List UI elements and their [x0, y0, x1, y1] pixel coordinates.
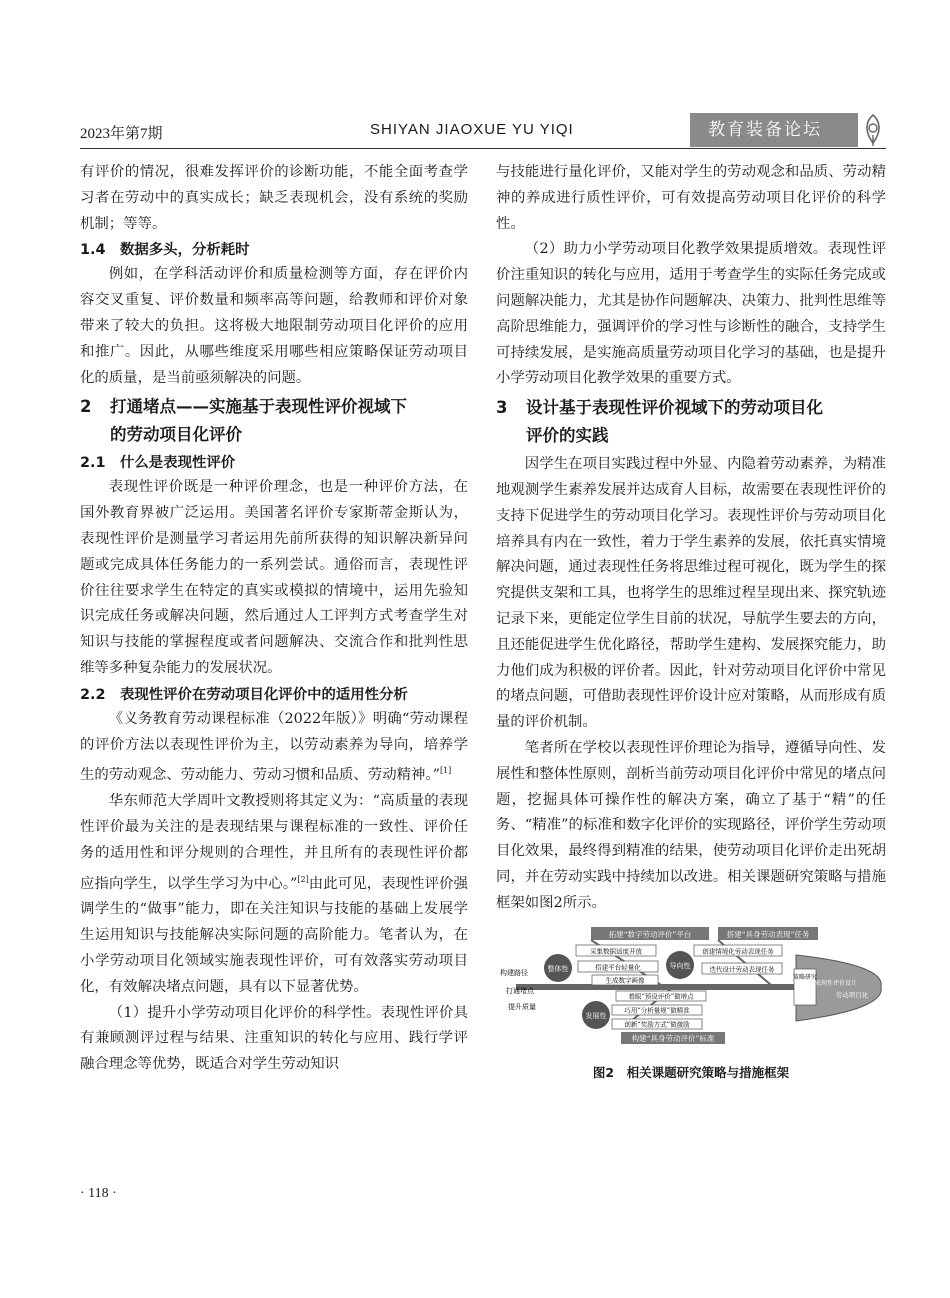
paragraph: 例如，在学科活动评价和质量检测等方面，存在评价内容交叉重复、评价数量和频率高等问题，给教师和评价对象带来了较大的负担。这将极大地限制劳动项目化评价的应用和推广。因此，从哪些维度采用哪些相应策略保证劳动项目化的质量，是当前亟须解决的问题。 [80, 266, 468, 386]
heading-number: 2.1 [80, 455, 106, 472]
heading-text-cont: 评价的实践 [526, 426, 609, 446]
header-rule [80, 148, 886, 149]
item-text: 着眼“预设评价”做增点 [628, 992, 694, 1001]
node-text: 导向性 [669, 961, 691, 970]
tail-label: 打通堵点 [506, 986, 534, 995]
page-number: · 118 · [80, 1186, 117, 1201]
paragraph: 有评价的情况，很难发挥评价的诊断功能，不能全面考查学习者在劳动中的真实成长；缺乏表现机会，没有系统的奖励机制；等等。 [80, 164, 468, 232]
heading-number: 3 [496, 398, 508, 418]
paragraph: 因学生在项目实践过程中外显、内隐着劳动素养，为精准地观测学生素养发展并达成育人目标，故需要在表现性评价的支持下促进学生的劳动项目化学习。表现性评价与劳动项目化培养具有内在一致性，着力于学生素养的发展，依托真实情境解决问题，通过表现性任务将思维过程可视化，既为学生的探究提供支架和工具，也将学生的思维过程呈现出来、探究轨迹记录下来，更能定位学生目前的状况，导航学生要去的方向，且还能促进学生优化路径，帮助学生建构、发展探究能力，助力他们成为积极的评价者。因此，针对劳动项目化评价中常见的堵点问题，可借助表现性评价设计应对策略，从而形成有质量的评价机制。 [496, 456, 886, 731]
paragraph: 表现性评价既是一种评价理念，也是一种评价方法，在国外教育界被广泛运用。美国著名评价专家斯蒂金斯认为，表现性评价是测量学习者运用先前所获得的知识解决新异问题或完成具体任务能力的一系列尝试。通俗而言，表现性评价往往要求学生在特定的真实或模拟的情境中，运用先验知识完成任务或解决问题，然后通过人工评判方式考查学生对知识与技能的掌握程度或者问题解决、交流合作和批判性思维等多种复杂能力的发展状况。 [80, 479, 468, 676]
item-text: 生成数字画像 [605, 976, 645, 985]
fishbone-diagram [496, 925, 886, 1045]
strategy-text: 策略研究 [792, 973, 818, 981]
item-text: 迭代设计劳动表现任务 [709, 965, 775, 974]
paragraph [80, 707, 468, 789]
tail-label: 构建路径 [500, 968, 528, 977]
issue-label: 2023年第7期 [80, 126, 163, 142]
paragraph: （2）助力小学劳动项目化教学效果提质增效。表现性评价注重知识的转化与应用，适用于考查学生的实际任务完成或问题解决能力，尤其是协作问题解决、决策力、批判性思维等高阶思维能力，强调评价的学习性与诊断性的融合，支持学生可持续发展，是实施高质量劳动项目化学习的基础，也是提升小学劳动项目化教学效果的重要方式。 [496, 241, 886, 387]
section-heading-2 [80, 393, 468, 449]
right-column [496, 160, 886, 1086]
left-column [80, 160, 468, 1078]
journal-logo-icon [860, 113, 886, 147]
head-text: 劳动项目化 [835, 990, 869, 999]
heading-number: 2.2 [80, 686, 106, 703]
item-text: 采集数据适度开放 [590, 947, 642, 956]
citation-ref: [2] [297, 874, 309, 884]
heading-text: 设计基于表现性评价视域下的劳动项目化 [526, 398, 823, 418]
banner-top-left-text: 拓建“数字劳动评价”平台 [608, 929, 692, 939]
paragraph-text: 由此可见，表现性评价强调学生的“做事”能力，即在关注知识与技能的基础上发展学生运用知识与技能解决实际问题的高阶能力。笔者认为，在小学劳动项目化领域实施表现性评价，可有效落实劳动项目化，有效解决堵点问题，具有以下显著优势。 [80, 875, 468, 995]
item-text: 巧用“分析量规”做精准 [624, 1006, 690, 1015]
heading-text: 打通堵点——实施基于表现性评价视域下 [110, 397, 407, 417]
section-banner: 教育装备论坛 [690, 113, 858, 147]
figure-2 [496, 925, 886, 1087]
citation-ref: [1] [439, 766, 452, 776]
heading-text: 表现性评价在劳动项目化评价中的适用性分析 [120, 686, 408, 703]
node-text: 整体性 [547, 964, 569, 973]
heading-number: 1.4 [80, 242, 106, 259]
item-text: 创建情境化劳动表现任务 [702, 947, 774, 956]
tail-label: 提升质量 [508, 1002, 536, 1011]
section-heading-1-4 [80, 238, 468, 262]
banner-top-right-text: 搭建“具身劳动表现”任务 [726, 929, 810, 939]
item-text: 搭建平台轻量化 [595, 963, 641, 972]
heading-text-cont: 的劳动项目化评价 [110, 425, 242, 445]
item-text: 创新“奖励方式”做激励 [624, 1020, 690, 1029]
paragraph: （1）提升小学劳动项目化评价的科学性。表现性评价具有兼顾测评过程与结果、注重知识的转化与应用、践行学评融合理念等优势，既适合对学生劳动知识 [80, 1004, 468, 1073]
design-text: 表现性评价设计 [814, 979, 858, 987]
node-text: 发展性 [585, 1011, 607, 1020]
figure-caption: 图2 相关课题研究策略与措施框架 [592, 1065, 790, 1081]
paragraph [80, 789, 468, 1000]
heading-number: 2 [80, 397, 92, 417]
paragraph: 与技能进行量化评价，又能对学生的劳动观念和品质、劳动精神的养成进行质性评价，可有效提高劳动项目化评价的科学性。 [496, 164, 886, 232]
paragraph-text: 《义务教育劳动课程标准（2022年版）》明确“劳动课程的评价方法以表现性评价为主，以劳动素养为导向，培养学生的劳动观念、劳动能力、劳动习惯和品质、劳动精神。” [80, 710, 468, 784]
journal-name: SHIYAN JIAOXUE YU YIQI [370, 121, 574, 138]
heading-text: 数据多头，分析耗时 [120, 242, 250, 259]
section-heading-2-1 [80, 451, 468, 475]
heading-text: 什么是表现性评价 [120, 455, 236, 472]
section-heading-3 [496, 394, 886, 450]
banner-bottom-text: 构建“具身劳动评价”标准 [631, 1033, 715, 1043]
paragraph-text: 华东师范大学周叶文教授则将其定义为：“高质量的表现性评价最为关注的是表现结果与课程标准的一致性、评价任务的适用性和评分规则的合理性，并且所有的表现性评价都应指向学生，以学生学习为中心。” [80, 793, 468, 892]
section-heading-2-2 [80, 683, 468, 707]
paragraph: 笔者所在学校以表现性评价理论为指导，遵循导向性、发展性和整体性原则，剖析当前劳动项目化评价中常见的堵点问题，挖掘具体可操作性的解决方案，确立了基于“精”的任务、“精准”的标准和数字化评价的实现路径，评价学生劳动项目化效果，最终得到精准的结果，使劳动项目化评价走出死胡同，并在劳动实践中持续加以改进。相关课题研究策略与措施框架如图2所示。 [496, 739, 886, 911]
